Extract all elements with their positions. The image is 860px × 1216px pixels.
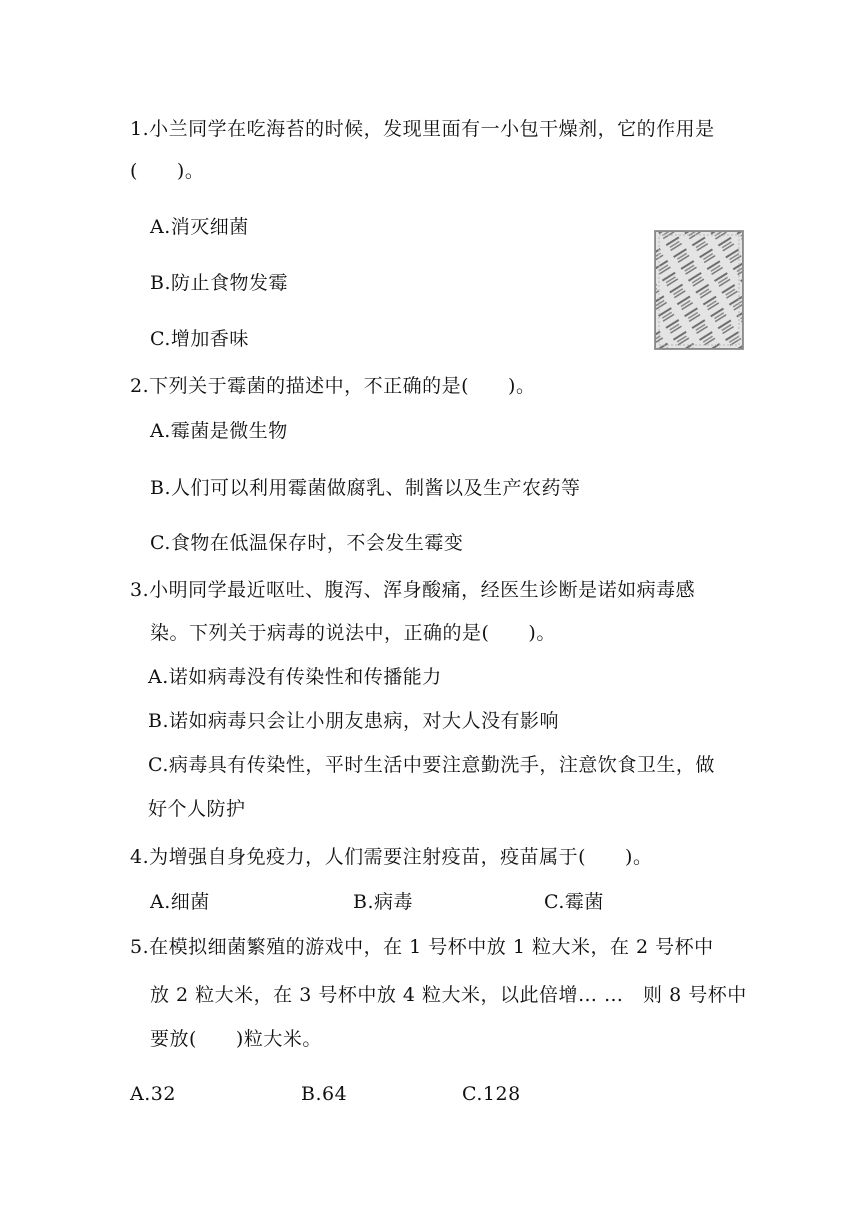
q4-stem: 4.为增强自身免疫力，人们需要注射疫苗，疫苗属于( )。 (130, 846, 653, 868)
q5-stem-line-2: 放 2 粒大米，在 3 号杯中放 4 粒大米，以此倍增… … 则 8 号杯中 (150, 984, 747, 1006)
q1-option-b: B.防止食物发霉 (150, 272, 289, 294)
q3-option-b: B.诺如病毒只会让小朋友患病，对大人没有影响 (148, 710, 560, 732)
q5-option-a: A.32 (130, 1083, 176, 1105)
q1-stem-line-2: ( )。 (130, 160, 205, 182)
q3-option-c-line-2: 好个人防护 (148, 798, 246, 820)
q5-option-b: B.64 (301, 1083, 348, 1105)
q2-option-b: B.人们可以利用霉菌做腐乳、制酱以及生产农药等 (150, 477, 581, 499)
q2-option-a: A.霉菌是微生物 (150, 420, 288, 442)
q3-stem-line-2: 染。下列关于病毒的说法中，正确的是( )。 (150, 622, 556, 644)
q3-option-c-line-1: C.病毒具有传染性，平时生活中要注意勤洗手，注意饮食卫生，做 (148, 754, 715, 776)
q5-stem-line-3: 要放( )粒大米。 (150, 1028, 322, 1050)
q1-option-c: C.增加香味 (150, 328, 249, 350)
q3-stem-line-1: 3.小明同学最近呕吐、腹泻、浑身酸痛，经医生诊断是诺如病毒感 (130, 579, 696, 601)
q2-stem: 2.下列关于霉菌的描述中，不正确的是( )。 (130, 375, 536, 397)
q4-option-a: A.细菌 (150, 891, 210, 913)
q5-stem-line-1: 5.在模拟细菌繁殖的游戏中，在 1 号杯中放 1 粒大米，在 2 号杯中 (130, 936, 714, 958)
q1-option-a: A.消灭细菌 (150, 216, 249, 238)
desiccant-packet-image (654, 230, 744, 350)
q4-option-c: C.霉菌 (544, 891, 604, 913)
q3-option-a: A.诺如病毒没有传染性和传播能力 (148, 666, 442, 688)
q4-option-b: B.病毒 (353, 891, 414, 913)
desiccant-pattern-icon (655, 231, 743, 349)
q5-option-c: C.128 (462, 1083, 521, 1105)
q2-option-c: C.食物在低温保存时，不会发生霉变 (150, 532, 464, 554)
q1-stem-line-1: 1.小兰同学在吃海苔的时候，发现里面有一小包干燥剂，它的作用是 (130, 118, 715, 140)
